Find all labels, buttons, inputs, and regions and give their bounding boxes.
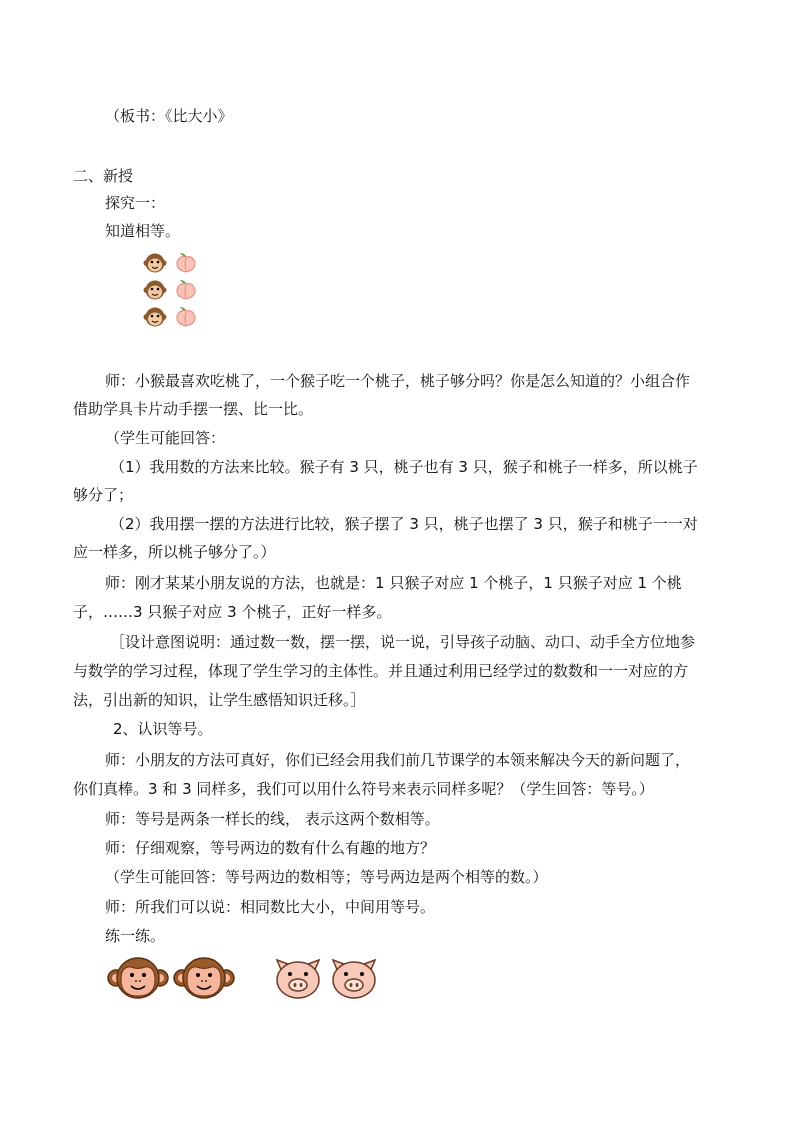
monkey-icon [143, 306, 167, 328]
teacher-line-2b: 子，……3 只猴子对应 3 个桃子，正好一样多。 [73, 603, 392, 621]
pig-icon [273, 956, 323, 1000]
answer-1b: 够分了； [73, 486, 134, 504]
teacher-line-2a: 师：刚才某某小朋友说的方法，也就是：1 只猴子对应 1 个桃子，1 只猴子对应 1 个桃 [105, 574, 682, 592]
peach-icon [175, 279, 197, 301]
teacher-line-3b: 你们真棒。3 和 3 同样多，我们可以用什么符号来表示同样多呢？（学生回答：等号。） [73, 780, 654, 798]
student-answer-intro: （学生可能回答： [105, 429, 226, 447]
student-answer-2: （学生可能回答：等号两边的数相等；等号两边是两个相等的数。） [105, 868, 548, 886]
teacher-line-6: 师：所我们可以说：相同数比大小，中间用等号。 [105, 898, 436, 916]
pig-icon [329, 956, 379, 1000]
practice-label: 练一练。 [105, 927, 166, 945]
peach-icon [175, 306, 197, 328]
design-note-c: 法，引出新的知识，让学生感悟知识迁移。］ [73, 691, 366, 709]
board-note: （板书：《比大小》 [105, 107, 233, 125]
design-note-a: ［设计意图说明：通过数一数，摆一摆，说一说，引导孩子动脑、动口、动手全方位地参 [110, 633, 696, 651]
monkey-peach-rows [143, 252, 197, 328]
practice-illustration [107, 956, 379, 1000]
answer-2a: （2）我用摆一摆的方法进行比较，猴子摆了 3 只，桃子也摆了 3 只，猴子和桃子一一对 [110, 515, 698, 533]
teacher-line-1a: 师：小猴最喜欢吃桃了，一个猴子吃一个桃子，桃子够分吗？你是怎么知道的？小组合作 [105, 372, 691, 390]
recognize-equal: 2、认识等号。 [113, 720, 213, 738]
answer-2b: 应一样多，所以桃子够分了。） [73, 543, 276, 561]
monkey-icon [107, 956, 169, 1000]
section-title: 二、新授 [73, 167, 134, 185]
know-equal: 知道相等。 [105, 222, 181, 240]
teacher-line-1b: 借助学具卡片动手摆一摆、比一比。 [73, 400, 314, 418]
design-note-b: 与数学的学习过程，体现了学生学习的主体性。并且通过利用已经学过的数数和一一对应的方 [73, 662, 689, 680]
monkey-icon [143, 252, 167, 274]
peach-icon [175, 252, 197, 274]
teacher-line-4: 师：等号是两条一样长的线， 表示这两个数相等。 [105, 810, 440, 828]
teacher-line-3a: 师：小朋友的方法可真好，你们已经会用我们前几节课学的本领来解决今天的新问题了， [105, 751, 691, 769]
monkey-icon [143, 279, 167, 301]
teacher-line-5: 师：仔细观察，等号两边的数有什么有趣的地方？ [105, 839, 436, 857]
answer-1a: （1）我用数的方法来比较。猴子有 3 只，桃子也有 3 只，猴子和桃子一样多，所以桃子 [110, 458, 698, 476]
monkey-icon [173, 956, 235, 1000]
explore-one: 探究一： [105, 194, 166, 212]
